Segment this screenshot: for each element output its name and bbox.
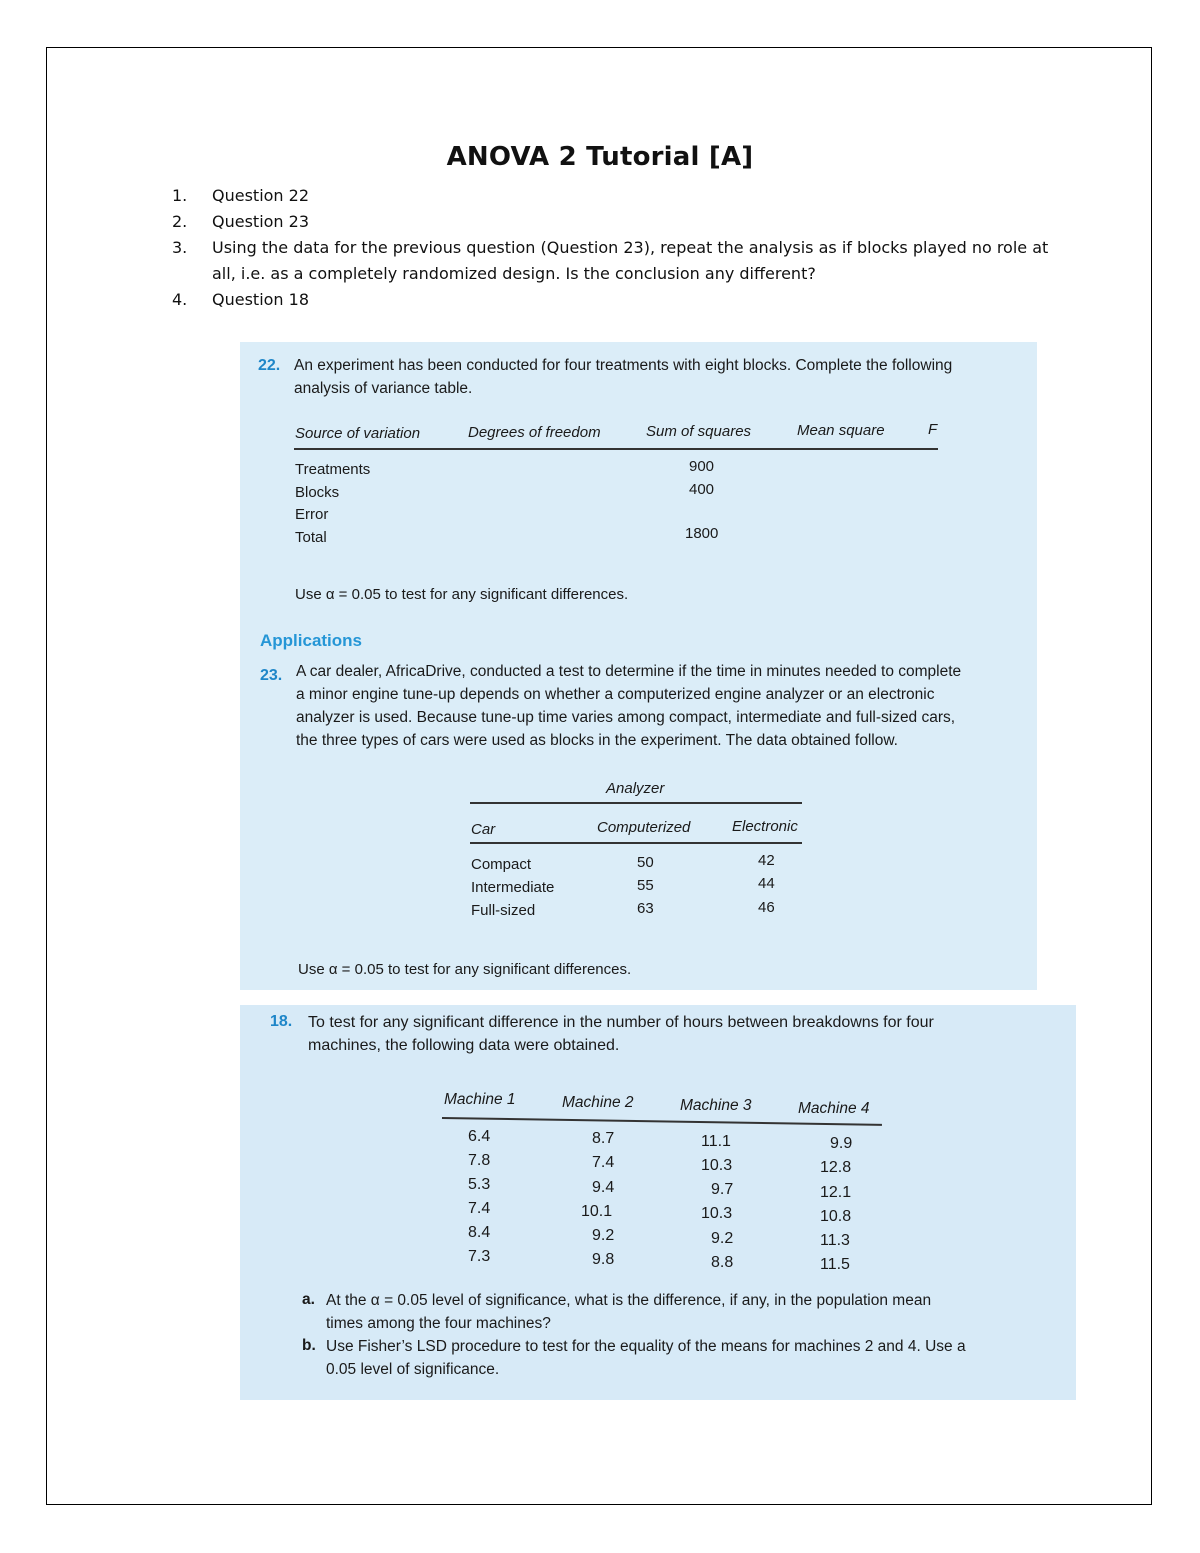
q18-value: 9.2 <box>711 1230 734 1247</box>
anova-row-source: Blocks <box>295 484 340 501</box>
q18-value: 9.4 <box>592 1179 615 1196</box>
q18-value: 6.4 <box>468 1128 491 1145</box>
applications-heading: Applications <box>260 631 363 650</box>
list-item: 2. Question 23 <box>172 212 310 231</box>
question-list <box>172 183 1072 313</box>
q18-value: 7.4 <box>592 1154 615 1171</box>
q18-value: 9.7 <box>711 1181 734 1198</box>
q23-row-computerized: 55 <box>637 877 654 894</box>
q18-value: 11.1 <box>701 1133 731 1150</box>
q23-row-car: Full-sized <box>471 902 536 919</box>
page-title: ANOVA 2 Tutorial [A] <box>446 142 754 172</box>
q18-value: 11.5 <box>820 1256 850 1273</box>
anova-row-ss: 900 <box>689 458 715 475</box>
q23-row-computerized: 63 <box>637 900 654 917</box>
q18-value: 8.8 <box>711 1254 734 1271</box>
q18-value: 8.4 <box>468 1224 491 1241</box>
q18-value: 10.1 <box>581 1203 613 1220</box>
list-item: 3. Using the data for the previous question (Question 23), repeat the analysis as if blocks played no role at all, i.e. as a completely randomized design. Is the conclusion any different? <box>172 238 1049 283</box>
q18-text: To test for any significant difference in the number of hours between breakdowns for four machines, the following data were obtained. <box>308 1014 934 1054</box>
q18-value: 10.8 <box>820 1208 852 1225</box>
q22-note: Use α = 0.05 to test for any significant differences. <box>295 586 629 603</box>
q18-value: 7.8 <box>468 1152 491 1169</box>
scanned-excerpt-q18 <box>240 1005 1076 1400</box>
q18-value: 9.2 <box>592 1227 615 1244</box>
q18-part-a: At the α = 0.05 level of significance, what is the difference, if any, in the population mean times among the four machines? <box>326 1292 932 1332</box>
anova-row-ss: 400 <box>689 481 715 498</box>
q18-value: 5.3 <box>468 1176 491 1193</box>
table-rule <box>294 448 938 450</box>
q23-row-electronic: 42 <box>758 852 775 869</box>
q23-text: A car dealer, AfricaDrive, conducted a test to determine if the time in minutes needed to complete a minor engine tune-up depends on whether a computerized engine analyzer or an electronic analyzer is used. Because tune-up time varies among compact, intermediate and full-sized cars, the three types of cars were used as blocks in the experiment. The data obtained follow. <box>296 663 962 749</box>
anova-header-source: Source of variation <box>295 425 421 442</box>
q18-value: 12.1 <box>820 1184 852 1201</box>
table-rule <box>470 842 802 844</box>
q23-group-header: Analyzer <box>606 780 665 797</box>
anova-header-ms: Mean square <box>797 422 885 439</box>
q22-text: An experiment has been conducted for four treatments with eight blocks. Complete the following analysis of variance table. <box>294 357 953 397</box>
q23-row-computerized: 50 <box>637 854 654 871</box>
q18-part-b: Use Fisher’s LSD procedure to test for the equality of the means for machines 2 and 4. Use a 0.05 level of significance. <box>326 1338 966 1378</box>
anova-header-df: Degrees of freedom <box>468 424 601 441</box>
q18-value: 10.3 <box>701 1157 733 1174</box>
q23-header-electronic: Electronic <box>732 818 798 835</box>
q18-header: Machine 2 <box>562 1094 634 1111</box>
anova-row-ss: 1800 <box>685 525 719 542</box>
q23-row-electronic: 44 <box>758 875 775 892</box>
q18-value: 9.8 <box>592 1251 615 1268</box>
q18-value: 8.7 <box>592 1130 615 1147</box>
scanned-excerpt-q22-q23 <box>240 342 1037 990</box>
table-rule <box>442 1117 882 1125</box>
q18-header: Machine 1 <box>444 1091 516 1108</box>
q18-value: 9.9 <box>830 1135 853 1152</box>
q23-header-car: Car <box>471 821 496 838</box>
list-item: 4. Question 18 <box>172 290 310 309</box>
q23-header-computerized: Computerized <box>597 819 691 836</box>
q18-value: 11.3 <box>820 1232 850 1249</box>
q18-header: Machine 4 <box>798 1100 870 1117</box>
q18-part-a-label: a. <box>302 1291 315 1308</box>
anova-header-f: F <box>928 421 938 438</box>
q18-part-b-label: b. <box>302 1337 316 1354</box>
q18-number: 18. <box>270 1013 293 1030</box>
anova-row-source: Total <box>295 529 327 546</box>
q18-value: 10.3 <box>701 1205 733 1222</box>
q18-value: 7.3 <box>468 1248 491 1265</box>
q23-note: Use α = 0.05 to test for any significant differences. <box>298 961 632 978</box>
q23-row-car: Compact <box>471 856 532 873</box>
q22-number: 22. <box>258 357 281 374</box>
list-item: 1. Question 22 <box>172 186 310 205</box>
q23-number: 23. <box>260 667 283 684</box>
table-rule <box>470 802 802 804</box>
q18-value: 12.8 <box>820 1159 852 1176</box>
anova-header-ss: Sum of squares <box>646 423 752 440</box>
anova-row-source: Treatments <box>295 461 371 478</box>
anova-row-source: Error <box>295 506 329 523</box>
q18-header: Machine 3 <box>680 1097 752 1114</box>
q23-row-electronic: 46 <box>758 899 775 916</box>
q23-row-car: Intermediate <box>471 879 555 896</box>
q18-value: 7.4 <box>468 1200 491 1217</box>
